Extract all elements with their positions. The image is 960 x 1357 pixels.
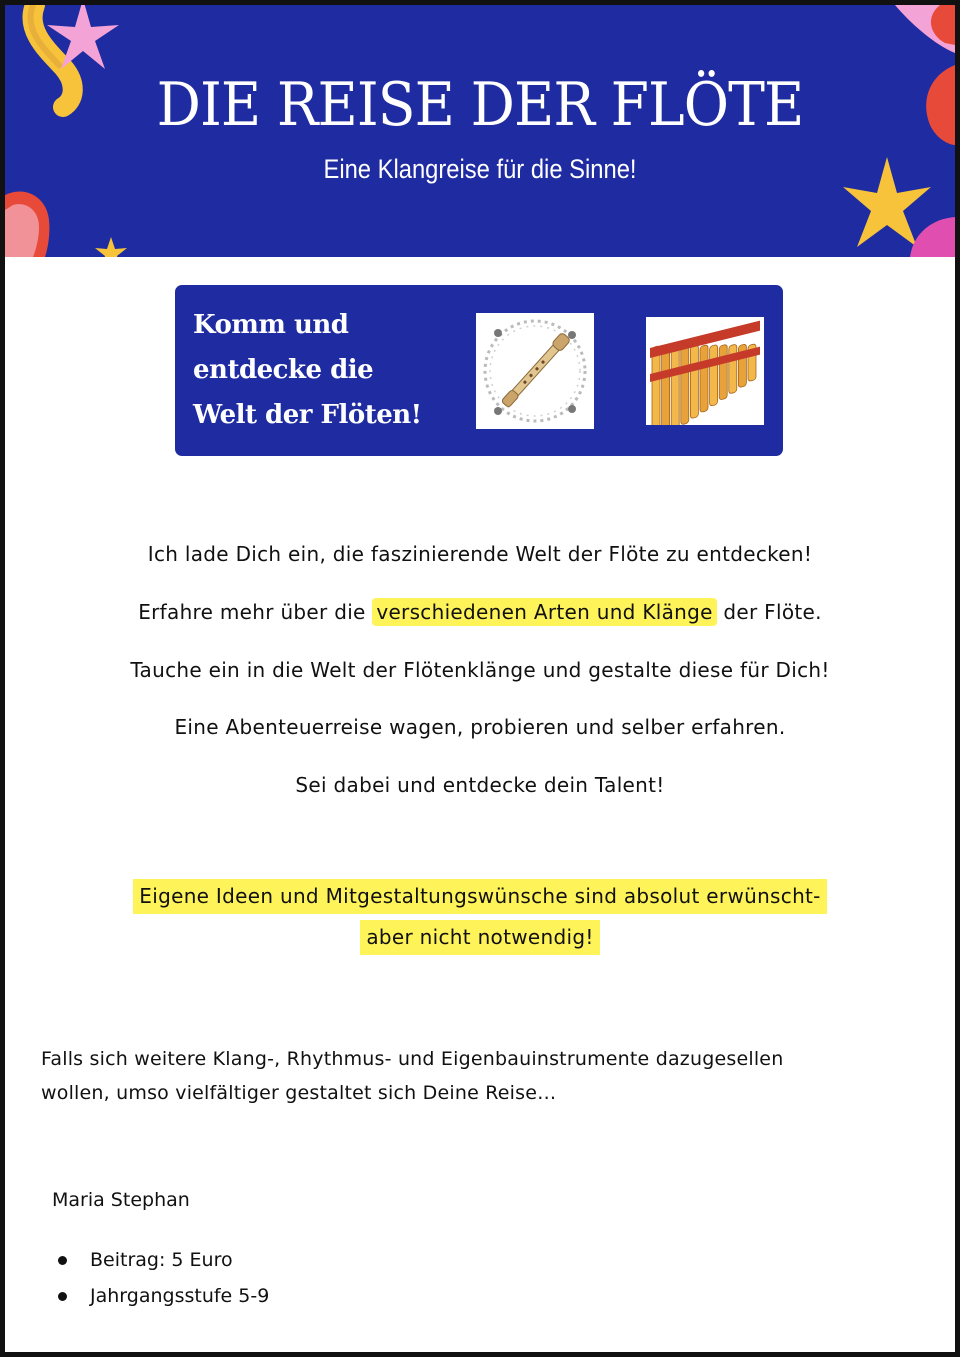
intro-line: Eine Abenteuerreise wagen, probieren und selber erfahren.	[174, 715, 786, 739]
page-title: DIE REISE DER FLÖTE	[156, 70, 804, 140]
banner-line: Welt der Flöten!	[193, 400, 422, 430]
intro-text: Erfahre mehr über die	[138, 600, 373, 624]
fee-text: Beitrag: 5 Euro	[90, 1249, 233, 1271]
intro-line: Tauche ein in die Welt der Flötenklänge und gestalte diese für Dich!	[130, 658, 830, 682]
pipe-shape	[690, 345, 698, 419]
page-subtitle: Eine Klangreise für die Sinne!	[323, 154, 637, 184]
pipe-shape	[662, 345, 670, 425]
highlighted-note	[5, 879, 955, 955]
pipe-shape	[710, 344, 718, 406]
pipe-shape	[719, 344, 727, 400]
intro-line	[5, 597, 955, 627]
note-line: aber nicht notwendig!	[360, 920, 599, 955]
recorder-flute-icon	[476, 313, 594, 429]
intro-line: Sei dabei und entdecke dein Talent!	[295, 773, 665, 797]
banner-line: entdecke die	[193, 355, 374, 385]
intro-line: Ich lade Dich ein, die faszinierende Welt der Flöte zu entdecken!	[147, 542, 813, 566]
paragraph-line: wollen, umso vielfältiger gestaltet sich Deine Reise…	[41, 1082, 557, 1104]
note-line: Eigene Ideen und Mitgestaltungswünsche sind absolut erwünscht-	[133, 879, 826, 914]
info-paragraph	[41, 1042, 931, 1110]
list-item	[52, 1242, 269, 1278]
pipe-shape	[671, 345, 679, 425]
bullet-icon	[58, 1292, 67, 1301]
banner-text	[193, 303, 463, 438]
banner-line: Komm und	[193, 310, 349, 340]
header-banner	[5, 5, 955, 257]
info-list	[52, 1242, 269, 1314]
bullet-icon	[58, 1256, 67, 1265]
pipe-shape	[652, 346, 660, 425]
highlighted-text: verschiedenen Arten und Klänge	[372, 598, 716, 626]
grade-text: Jahrgangsstufe 5-9	[90, 1285, 270, 1307]
paragraph-line: Falls sich weitere Klang-, Rhythmus- und Eigenbauinstrumente dazugesellen	[41, 1048, 784, 1070]
intro-text: der Flöte.	[716, 600, 822, 624]
pan-flute-icon	[646, 317, 764, 425]
list-item	[52, 1278, 269, 1314]
pipe-shape	[729, 344, 737, 394]
pipe-shape	[700, 345, 708, 413]
organizer-name: Maria Stephan	[52, 1189, 190, 1211]
pipe-shape	[681, 345, 689, 425]
